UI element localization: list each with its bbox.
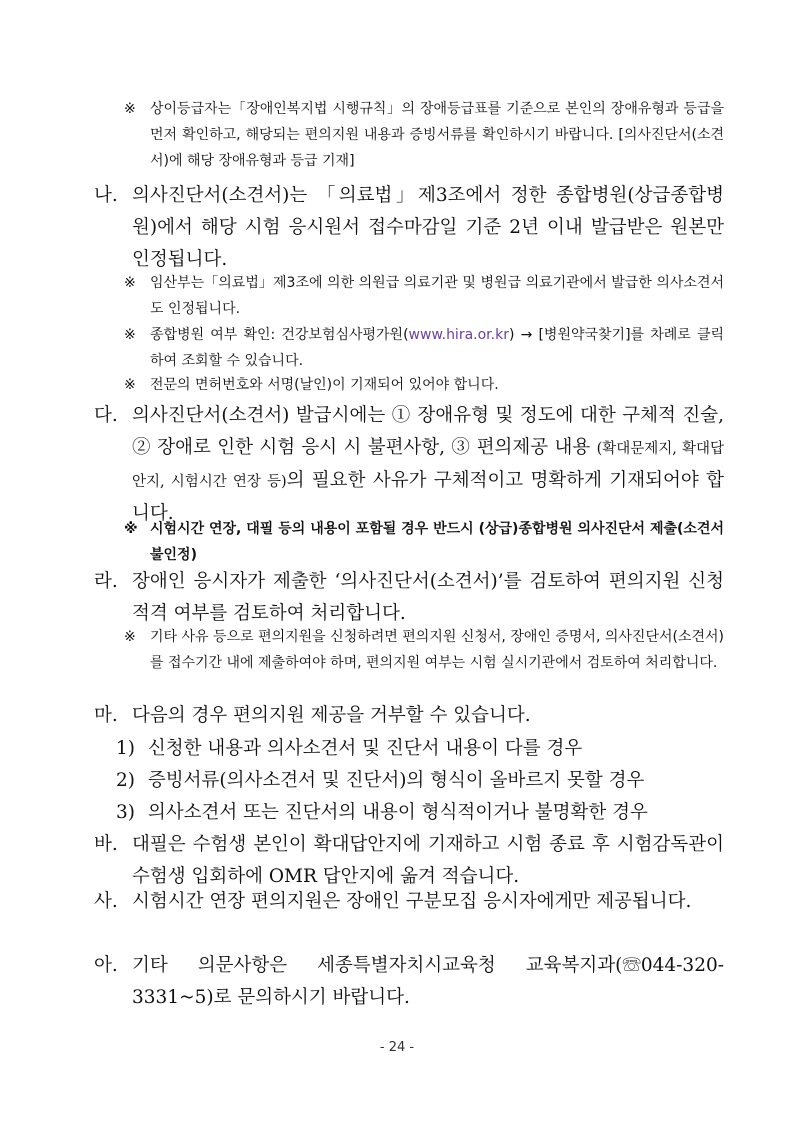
sub-item-text: 증빙서류(의사소견서 및 진단서)의 형식이 올바르지 못할 경우	[147, 770, 645, 791]
item-text-part1: 의사진단서(소견서) 발급시에는 ① 장애유형 및 정도에 대한 구체적 진술, ② 장애로 인한 시험 응시 시 불편사항, ③ 편의제공 내용	[132, 405, 724, 458]
item-text: 시험시간 연장 편의지원은 장애인 구분모집 응시자에게만 제공됩니다.	[132, 891, 692, 912]
note-license	[124, 372, 724, 398]
sub-item-number: 2)	[116, 770, 135, 791]
item-ba	[94, 829, 724, 893]
item-text: 의사진단서(소견서)는 「의료법」제3조에서 정한 종합병원(상급종합병원)에서 해당 시험 응시원서 접수마감일 기준 2년 이내 발급받은 원본만 인정됩니다.	[132, 185, 724, 270]
note-disability-grade	[124, 96, 724, 174]
reference-mark: ※	[124, 629, 136, 645]
item-da	[94, 400, 724, 530]
reference-mark: ※	[124, 521, 138, 537]
sub-item-text: 의사소견서 또는 진단서의 내용이 형식적이거나 불명확한 경우	[147, 802, 648, 823]
reference-mark: ※	[124, 101, 136, 117]
note-text-post: ) → [병원약국찾기]를 차례로 클릭하여 조회할 수 있습니다.	[150, 327, 724, 369]
item-ma	[94, 700, 724, 732]
note-pregnant	[124, 270, 724, 322]
note-text-pre: 종합병원 여부 확인: 건강보험심사평가원(	[150, 327, 409, 343]
item-text-small: (확대문제지, 확대답안지, 시험시간 연장 등)	[132, 441, 724, 490]
item-text: 기타 의문사항은 세종특별자치시교육청 교육복지과(☏044-320-3331~5)로 문의하시기 바랍니다.	[132, 955, 724, 1008]
item-marker: 사.	[94, 891, 118, 912]
sub-item-text: 신청한 내용과 의사소견서 및 진단서 내용이 다를 경우	[147, 738, 583, 759]
reference-mark: ※	[124, 377, 136, 393]
item-text: 대필은 수험생 본인이 확대답안지에 기재하고 시험 종료 후 시험감독관이 수험생 입회하에 OMR 답안지에 옮겨 적습니다.	[132, 834, 724, 887]
item-text	[94, 400, 724, 530]
reference-mark: ※	[124, 327, 136, 343]
sub-item-3	[116, 797, 726, 829]
item-marker: 다.	[94, 405, 118, 426]
item-marker: 바.	[94, 834, 118, 855]
note-text: 시험시간 연장, 대필 등의 내용이 포함될 경우 반드시 (상급)종합병원 의사진단서 제출(소견서 불인정)	[150, 521, 724, 563]
note-text	[124, 322, 724, 374]
note-hospital-required	[124, 516, 724, 568]
item-text: 장애인 응시자가 제출한 ‘의사진단서(소견서)’를 검토하여 편의지원 신청 적격 여부를 검토하여 처리합니다.	[132, 571, 724, 624]
item-marker: 나.	[94, 185, 118, 206]
item-marker: 마.	[94, 705, 118, 726]
hira-link[interactable]: www.hira.or.kr	[408, 327, 509, 343]
note-text: 상이등급자는「장애인복지법 시행규칙」의 장애등급표를 기준으로 본인의 장애유형과 등급을 먼저 확인하고, 해당되는 편의지원 내용과 증빙서류를 확인하시기 바랍니다. [의사진단서(소견서)에 해당 장애유형과 등급 기재]	[150, 101, 724, 169]
note-hospital-check	[124, 322, 724, 374]
reference-mark: ※	[124, 275, 136, 291]
item-marker: 라.	[94, 571, 118, 592]
item-marker: 아.	[94, 955, 118, 976]
note-other-reasons	[124, 624, 724, 676]
item-text: 다음의 경우 편의지원 제공을 거부할 수 있습니다.	[132, 705, 531, 726]
note-text: 임산부는「의료법」제3조에 의한 의원급 의료기관 및 병원급 의료기관에서 발급한 의사소견서도 인정됩니다.	[150, 275, 724, 317]
item-na	[94, 180, 724, 276]
item-sa	[94, 886, 724, 918]
sub-item-number: 3)	[116, 802, 135, 823]
note-text: 전문의 면허번호와 서명(날인)이 기재되어 있어야 합니다.	[150, 377, 499, 393]
sub-item-1	[116, 733, 726, 765]
note-text: 기타 사유 등으로 편의지원을 신청하려면 편의지원 신청서, 장애인 증명서, 의사진단서(소견서)를 접수기간 내에 제출하여야 하며, 편의지원 여부는 시험 실시기관에서 검토하여 처리합니다.	[150, 629, 724, 671]
item-text-part2: 의 필요한 사유가 구체적이고 명확하게 기재되어야 합니다.	[132, 470, 724, 524]
item-ra	[94, 566, 724, 630]
sub-item-number: 1)	[116, 738, 135, 759]
item-ah	[94, 950, 724, 1014]
page-number: - 24 -	[379, 1040, 415, 1055]
sub-item-2	[116, 765, 726, 797]
